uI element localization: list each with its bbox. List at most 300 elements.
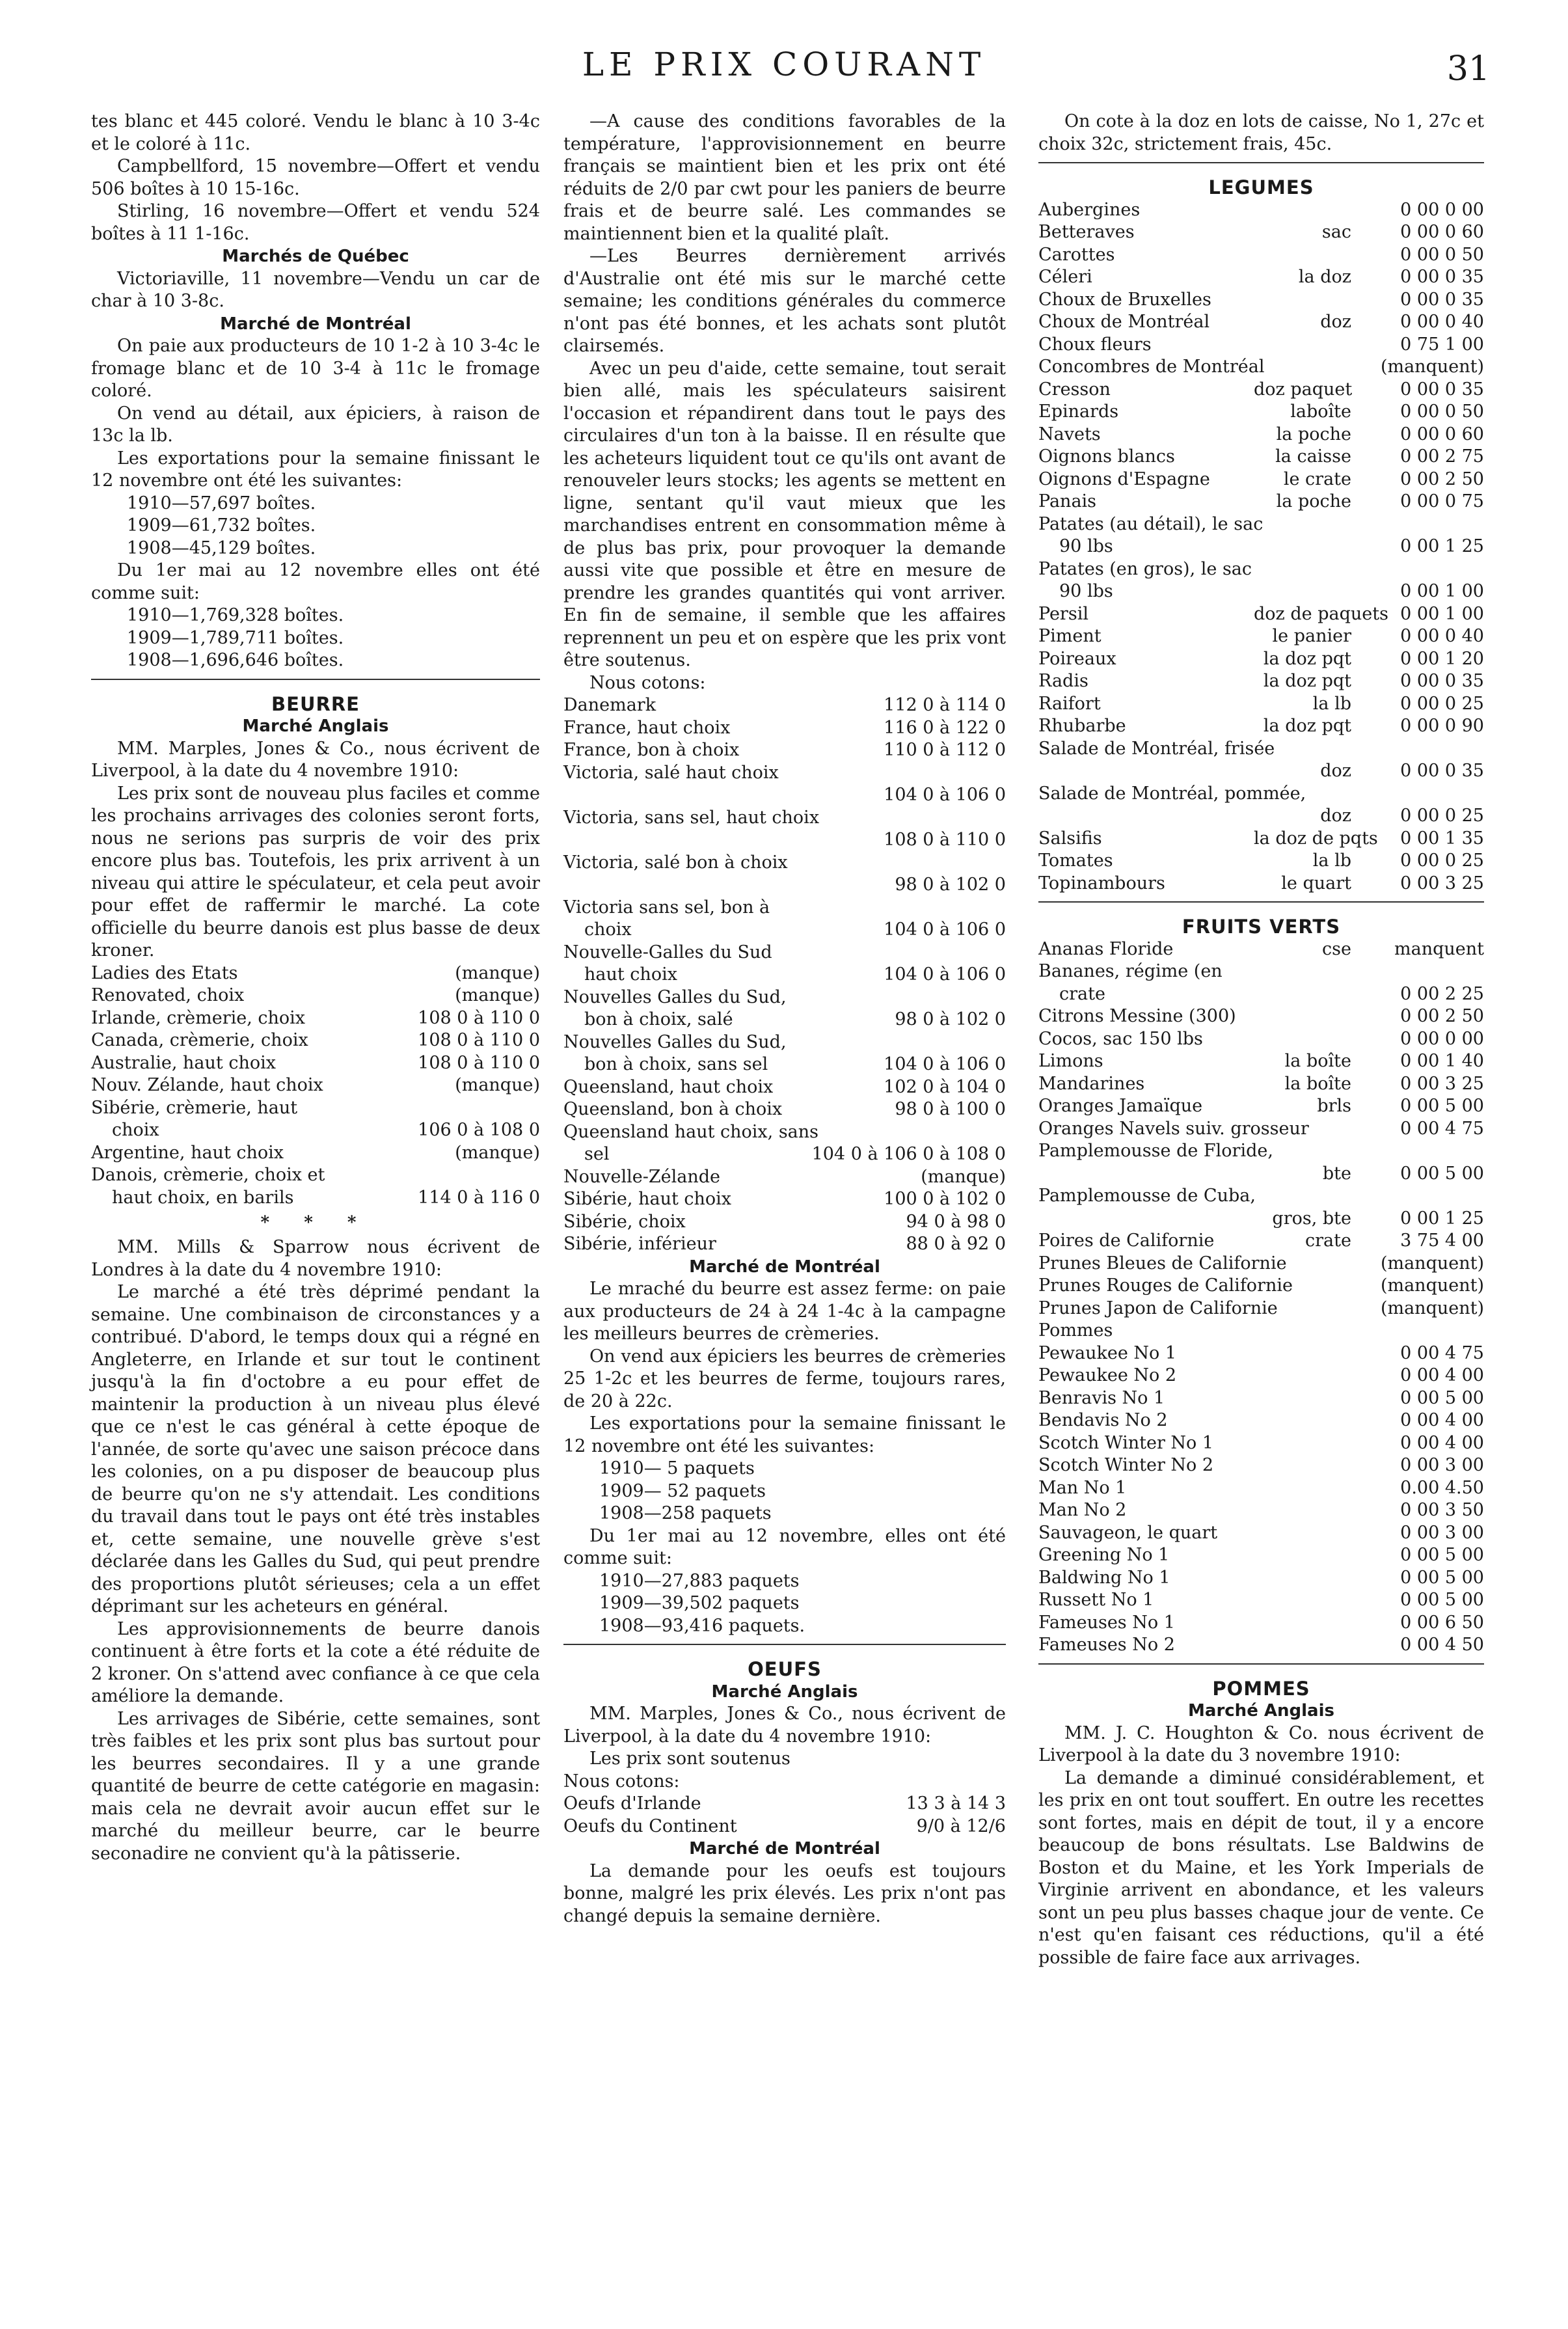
item-price: 0 00 5 00 [1400, 1387, 1484, 1408]
item-unit [1254, 289, 1360, 312]
price-row [1038, 938, 1484, 961]
section-heading: LEGUMES [1208, 176, 1314, 198]
price-row [1038, 1275, 1484, 1298]
price-row [1038, 1567, 1484, 1590]
export-figure: 1910—57,697 boîtes. [127, 493, 316, 513]
item-unit: brls [1317, 1096, 1351, 1116]
item-unit [1254, 1567, 1360, 1590]
item-label: Bananes, régime (en [1038, 961, 1223, 981]
price-list [563, 1793, 1006, 1838]
item-unit [1254, 1365, 1360, 1387]
item-unit: la doz [1298, 267, 1351, 287]
item-label: sel [584, 1144, 610, 1164]
column-2 [563, 111, 1006, 1927]
item-unit: doz [1320, 761, 1351, 781]
item-price: 0 00 4 00 [1400, 1432, 1484, 1453]
paragraph: MM. Marples, Jones & Co., nous écrivent de Liverpool, à la date du 4 novembre 1910: [91, 738, 540, 781]
item-label: Piment [1038, 626, 1102, 646]
price-row [1038, 1050, 1484, 1073]
item-label: Nouvelles Galles du Sud, [563, 987, 787, 1007]
item-unit: sac [1321, 222, 1351, 242]
item-label: Patates (en gros), le sac [1038, 558, 1252, 579]
item-price: 0 00 5 00 [1400, 1096, 1484, 1116]
paragraph: Avec un peu d'aide, cette semaine, tout serait bien allé, mais les spéculateurs saisirent l'occasion et répandirent dans tout le pays des circulaires d'un ton à la baisse. Il en résulte que les acheteurs liquident tout ce qu'ils ont avant de renouveler leurs stocks; les agents se mettent en ligne, sentant qu'il vaut mieux que les marchandises entrent en consommation même à de plus bas prix, pour provoquer la demande aussi vite que possible et être en mesure de prendre les grandes quantités qui vont arriver. En fin de semaine, il semble que les affaires reprennent un peu et on espère que les prix vont être soutenus. [563, 358, 1006, 670]
item-unit [1254, 1005, 1360, 1028]
price-row [1038, 1365, 1484, 1387]
item-price: 102 0 à 104 0 [884, 1076, 1006, 1097]
item-label: Choux de Montréal [1038, 312, 1210, 332]
item-price: 0 00 0 00 [1400, 199, 1484, 220]
export-figure: 1909— 52 paquets [599, 1480, 766, 1501]
price-row [563, 874, 1006, 897]
item-price: 116 0 à 122 0 [884, 717, 1006, 738]
item-unit: la lb [1312, 693, 1351, 714]
item-price: (manque) [455, 962, 540, 983]
item-label: Oranges Navels suiv. grosseur [1038, 1118, 1309, 1139]
item-label: Irlande, crèmerie, choix [91, 1007, 306, 1028]
item-label: Australie, haut choix [91, 1052, 276, 1073]
item-label: Salade de Montréal, frisée [1038, 738, 1275, 759]
item-price: 0 00 0 75 [1400, 491, 1484, 511]
item-label: Scotch Winter No 1 [1038, 1432, 1214, 1453]
price-row [1038, 760, 1484, 783]
item-price: 0 00 1 25 [1400, 1208, 1484, 1229]
item-label: Ladies des Etats [91, 962, 238, 983]
price-row [1038, 1342, 1484, 1365]
section-rule [1038, 162, 1484, 163]
section-heading: BEURRE [271, 692, 360, 715]
item-price: 0 00 0 60 [1400, 222, 1484, 242]
item-label: Man No 2 [1038, 1500, 1127, 1520]
item-unit: la lb [1312, 851, 1351, 871]
item-price: 0 00 1 00 [1400, 603, 1484, 624]
item-label [1038, 1208, 1254, 1231]
price-row [91, 1074, 540, 1097]
item-unit: la boîte [1284, 1051, 1351, 1071]
item-price: (manquent) [1380, 1253, 1484, 1273]
item-price: (manquent) [1380, 1298, 1484, 1318]
price-row [1038, 670, 1484, 693]
item-label: Cocos, sac 150 lbs [1038, 1028, 1203, 1049]
price-row [563, 1121, 1006, 1144]
item-unit: gros, bte [1272, 1208, 1351, 1229]
item-label: Oeufs d'Irlande [563, 1793, 701, 1814]
item-label: Nouv. Zélande, haut choix [91, 1075, 323, 1095]
item-price: 0 00 0 40 [1400, 312, 1484, 332]
item-unit: la doz pqt [1263, 716, 1351, 736]
item-price: 0 00 3 00 [1400, 1455, 1484, 1475]
paragraph: —Les Beurres dernièrement arrivés d'Australie ont été mis sur le marché cette semaine; les conditions générales du commerce n'ont pas été bonnes, et les achats sont plutôt clairsemés. [563, 246, 1006, 356]
price-row [563, 1076, 1006, 1099]
item-price: 0 00 1 20 [1400, 648, 1484, 669]
item-price: 0 00 1 00 [1400, 581, 1484, 601]
item-label: Russett No 1 [1038, 1590, 1154, 1610]
item-label: Limons [1038, 1051, 1103, 1071]
item-label: Choux de Bruxelles [1038, 289, 1211, 310]
price-row [1038, 1432, 1484, 1455]
item-label: Sauvageon, le quart [1038, 1522, 1218, 1543]
item-price: 0 00 0 25 [1400, 806, 1484, 826]
item-price [1372, 1140, 1484, 1163]
item-price: 0 75 1 00 [1400, 334, 1484, 355]
paragraph: MM. Marples, Jones & Co., nous écrivent de Liverpool, à la date du 4 novembre 1910: [563, 1704, 1006, 1747]
item-price: 0 00 2 50 [1400, 469, 1484, 489]
item-label: Patates (au détail), le sac [1038, 513, 1264, 534]
item-price: 104 0 à 106 0 [884, 1054, 1006, 1074]
price-row [1038, 1253, 1484, 1275]
export-figure: 1908—258 paquets [599, 1503, 772, 1523]
item-price: 13 3 à 14 3 [906, 1793, 1006, 1814]
item-price: 0 00 0 35 [1400, 289, 1484, 310]
item-price [1360, 960, 1484, 983]
paragraph: La demande pour les oeufs est toujours bonne, malgré les prix élevés. Les prix n'ont pas changé depuis la semaine dernière. [563, 1860, 1006, 1926]
item-unit [1254, 1320, 1360, 1342]
item-unit [1254, 1387, 1360, 1410]
item-price: 0 00 4 00 [1400, 1410, 1484, 1430]
item-label: Renovated, choix [91, 985, 245, 1005]
item-unit [1254, 1522, 1360, 1545]
item-price [1360, 558, 1484, 581]
item-unit [1254, 244, 1360, 267]
item-label: Baldwing No 1 [1038, 1567, 1170, 1588]
price-row [91, 1029, 540, 1052]
item-label [1038, 1163, 1254, 1186]
export-figure: 1908—1,696,646 boîtes. [127, 650, 344, 670]
item-price: 3 75 4 00 [1400, 1231, 1484, 1251]
paragraph: On paie aux producteurs de 10 1-2 à 10 3-4c le fromage blanc et de 10 3-4 à 11c le fromage coloré. [91, 336, 540, 401]
column-1 [91, 111, 540, 1865]
price-row [1038, 221, 1484, 244]
price-row [1038, 625, 1484, 648]
publication-title: LE PRIX COURANT [582, 46, 986, 83]
price-row [1038, 783, 1484, 806]
item-label: Navets [1038, 424, 1101, 444]
price-row [1038, 1589, 1484, 1612]
export-figure: 1910— 5 paquets [599, 1458, 755, 1478]
item-price: (manquent) [1380, 1275, 1484, 1296]
price-row [1038, 401, 1484, 424]
price-row [1038, 289, 1484, 312]
price-row [1038, 1612, 1484, 1635]
item-label: Sibérie, crèmerie, haut [91, 1097, 298, 1118]
price-row [1038, 715, 1484, 738]
item-unit [1254, 580, 1360, 603]
item-label: Sibérie, inférieur [563, 1234, 716, 1254]
item-label [1038, 760, 1254, 783]
item-unit: doz paquet [1254, 379, 1353, 400]
item-price [1366, 513, 1484, 536]
item-label: Danois, crèmerie, choix et [91, 1165, 325, 1185]
price-row [1038, 960, 1484, 983]
price-row [563, 829, 1006, 852]
item-price: 0.00 4.50 [1400, 1477, 1484, 1498]
item-price: 0 00 4 00 [1400, 1365, 1484, 1385]
item-unit [1254, 1612, 1360, 1635]
item-price: 0 00 0 50 [1400, 402, 1484, 422]
item-price: (manque) [455, 1142, 540, 1163]
price-row [1038, 1320, 1484, 1342]
item-price: 104 0 à 106 0 [884, 919, 1006, 940]
item-price: 9/0 à 12/6 [916, 1816, 1006, 1836]
item-unit [1254, 983, 1360, 1006]
price-row [91, 985, 540, 1007]
item-price: 104 0 à 106 0 [884, 964, 1006, 985]
paragraph: On cote à la doz en lots de caisse, No 1, 27c et choix 32c, strictement frais, 45c. [1038, 111, 1484, 154]
item-unit: la doz de pqts [1254, 828, 1378, 849]
paragraph: Nous cotons: [563, 1771, 680, 1791]
item-label: choix [112, 1120, 159, 1140]
price-row [1038, 356, 1484, 379]
item-price: 0 00 0 35 [1400, 761, 1484, 781]
item-unit [1254, 199, 1360, 222]
item-price [1360, 1320, 1484, 1342]
price-row [1038, 513, 1484, 536]
price-row [1038, 1230, 1484, 1253]
price-row [1038, 491, 1484, 513]
section-rule [563, 1644, 1006, 1645]
price-row [1038, 469, 1484, 491]
item-unit: doz de paquets [1254, 603, 1388, 624]
page-number: 31 [1446, 49, 1490, 89]
price-row [1038, 311, 1484, 334]
item-price: 98 0 à 102 0 [895, 875, 1006, 895]
item-price: 108 0 à 110 0 [418, 1052, 540, 1073]
price-row [563, 1188, 1006, 1211]
item-label: Man No 1 [1038, 1477, 1127, 1498]
item-unit [1265, 356, 1367, 379]
price-row [91, 1164, 540, 1187]
price-row [563, 739, 1006, 762]
item-price: 114 0 à 116 0 [418, 1187, 540, 1208]
item-price: 0 00 0 50 [1400, 244, 1484, 265]
section-subheading: Marchés de Québec [222, 247, 409, 266]
paragraph: Le marché a été très déprimé pendant la semaine. Une combinaison de circonstances y a contribué. D'abord, le temps doux qui a régné en Angleterre, en Irlande et sur tout le continent jusqu'à la fin d'octobre a eu pour effet de maintenir la production à un niveau plus élevé que ce n'est le cas général à cette époque de l'année, de sorte qu'avec une saison précoce dans les colonies, on a pu disposer de beaucoup plus de beurre qu'on ne s'y attendait. Les conditions du travail dans tout le pays ont été très instables et, cette semaine, une nouvelle grève s'est déclarée dans les Galles du Sud, qui peut prendre des proportions plutôt sérieuses; cela a un effet déprimant sur les acheteurs en général. [91, 1282, 540, 1616]
item-label: Queensland, bon à choix [563, 1099, 783, 1119]
item-label: Oeufs du Continent [563, 1816, 737, 1836]
section-subheading: Marché Anglais [242, 716, 389, 736]
item-label: Victoria, sans sel, haut choix [563, 807, 820, 828]
item-label: Greening No 1 [1038, 1545, 1170, 1565]
item-price: 106 0 à 108 0 [418, 1120, 540, 1140]
paragraph: Victoriaville, 11 novembre—Vendu un car de char à 10 3-8c. [91, 268, 540, 311]
price-row [1038, 648, 1484, 671]
item-unit: la poche [1276, 424, 1351, 444]
item-price: 0 00 3 25 [1400, 873, 1484, 893]
item-unit [1273, 1140, 1372, 1163]
item-price: 0 00 0 25 [1400, 851, 1484, 871]
item-price: 88 0 à 92 0 [906, 1234, 1006, 1254]
item-price: 0 00 2 50 [1400, 1006, 1484, 1026]
item-unit: le crate [1283, 469, 1351, 489]
item-price: 0 00 3 25 [1400, 1073, 1484, 1094]
item-label: Sibérie, choix [563, 1211, 686, 1232]
item-price: 0 00 0 35 [1400, 379, 1484, 400]
price-row [563, 807, 1006, 830]
price-row [1038, 580, 1484, 603]
item-label: Salade de Montréal, pommée, [1038, 783, 1306, 804]
item-unit [1306, 783, 1390, 806]
price-row [1038, 446, 1484, 469]
section-rule [1038, 1663, 1484, 1665]
item-label: Choux fleurs [1038, 334, 1152, 355]
price-row [1038, 379, 1484, 402]
item-label: Pamplemousse de Cuba, [1038, 1186, 1256, 1206]
price-row [1038, 1477, 1484, 1500]
item-label: Aubergines [1038, 199, 1141, 220]
item-price: 0 00 0 60 [1400, 424, 1484, 444]
paragraph: Les prix sont soutenus [589, 1749, 791, 1769]
paragraph: Les exportations pour la semaine finissant le 12 novembre ont été les suivantes: [563, 1413, 1006, 1456]
paragraph: MM. J. C. Houghton & Co. nous écrivent de Liverpool à la date du 3 novembre 1910: [1038, 1723, 1484, 1765]
item-price: 104 0 à 106 0 [884, 785, 1006, 805]
item-price: 108 0 à 110 0 [884, 830, 1006, 850]
item-label: bon à choix, salé [584, 1009, 733, 1029]
item-unit [1254, 334, 1360, 357]
section-rule [91, 679, 540, 680]
price-row [1038, 1118, 1484, 1141]
paragraph: Du 1er mai au 12 novembre elles ont été comme suit: [91, 560, 540, 603]
item-unit: doz [1320, 312, 1351, 332]
column-3 [1038, 111, 1484, 1969]
item-label: Betteraves [1038, 222, 1135, 242]
price-row [1038, 693, 1484, 716]
item-label: Radis [1038, 671, 1088, 691]
item-label: choix [584, 919, 632, 940]
item-price: 0 00 0 35 [1400, 671, 1484, 691]
paragraph: On vend au détail, aux épiciers, à raison de 13c la lb. [91, 403, 540, 446]
price-row [1038, 334, 1484, 357]
paragraph: tes blanc et 445 coloré. Vendu le blanc à 10 3-4c et le coloré à 11c. [91, 111, 540, 154]
price-row [1038, 1095, 1484, 1118]
item-price: 112 0 à 114 0 [884, 695, 1006, 715]
item-label: Prunes Japon de Californie [1038, 1298, 1278, 1318]
export-figure: 1909—39,502 paquets [599, 1593, 800, 1613]
price-row [563, 784, 1006, 807]
section-heading: FRUITS VERTS [1182, 916, 1341, 938]
item-label: Pamplemousse de Floride, [1038, 1141, 1273, 1161]
item-price: (manque) [921, 1166, 1006, 1187]
item-price: 108 0 à 110 0 [418, 1007, 540, 1028]
item-label: Victoria, salé bon à choix [563, 852, 788, 873]
item-label [1038, 805, 1254, 828]
price-row [1038, 603, 1484, 626]
item-label: Tomates [1038, 851, 1113, 871]
paragraph: Le mraché du beurre est assez ferme: on paie aux producteurs de 24 à 24 1-4c à la campagne les meilleurs beurres de crèmeries. [563, 1279, 1006, 1344]
item-price: 0 00 3 50 [1400, 1500, 1484, 1520]
section-subheading: Marché de Montréal [689, 1839, 880, 1859]
item-label: Queensland, haut choix [563, 1076, 774, 1097]
item-unit [1254, 960, 1360, 983]
price-list [1038, 938, 1484, 1657]
item-price: 0 00 1 25 [1400, 536, 1484, 556]
item-price: 0 00 0 25 [1400, 693, 1484, 714]
item-label: Concombres de Montréal [1038, 357, 1265, 377]
price-row [91, 1052, 540, 1075]
export-figure: 1910—27,883 paquets [599, 1570, 800, 1591]
price-row [1038, 536, 1484, 558]
item-price: 0 00 5 00 [1400, 1545, 1484, 1565]
price-row [563, 1009, 1006, 1031]
item-label: Panais [1038, 491, 1097, 511]
export-figure: 1908—93,416 paquets. [599, 1615, 805, 1636]
item-label: Pewaukee No 2 [1038, 1365, 1177, 1385]
price-row [563, 1793, 1006, 1816]
item-unit: laboîte [1290, 402, 1351, 422]
item-label: Oranges Jamaïque [1038, 1096, 1203, 1116]
item-unit: doz [1320, 806, 1351, 826]
page-header [0, 39, 1568, 91]
paragraph: Les prix sont de nouveau plus faciles et comme les prochains arrivages des colonies seront forts, nous ne serions pas surpris de voir des prix encore plus bas. Toutefois, les prix arrivent à un niveau qui attire le spéculateur, et cela peut avoir pour effet de raffermir le marché. La cote officielle du beurre danois est plus basse de deux kroner. [91, 783, 540, 960]
item-label: haut choix [584, 964, 677, 985]
price-row [91, 1142, 540, 1165]
price-list [563, 694, 1006, 1256]
paragraph: —A cause des conditions favorables de la température, l'approvisionnement en beurre français se maintient bien et les prix ont été réduits de 2/0 par cwt pour les paniers de beurre frais et de beurre salé. Les commandes se maintiennent bien et la qualité plaît. [563, 111, 1006, 244]
price-row [563, 1816, 1006, 1838]
price-row [1038, 828, 1484, 851]
item-label: Topinambours [1038, 873, 1165, 893]
price-row [563, 852, 1006, 875]
export-figure: 1908—45,129 boîtes. [127, 538, 316, 558]
item-price: 0 00 2 75 [1400, 446, 1484, 467]
price-row [91, 1007, 540, 1030]
price-row [1038, 1522, 1484, 1545]
item-unit [1293, 1275, 1381, 1298]
item-label: Poireaux [1038, 648, 1116, 669]
section-subheading: Marché de Montréal [220, 314, 411, 334]
item-label: Oignons d'Espagne [1038, 469, 1210, 489]
paragraph: On vend aux épiciers les beurres de crèmeries 25 1-2c et les beurres de ferme, toujours rares, de 20 à 22c. [563, 1346, 1006, 1411]
item-price: 0 00 6 50 [1400, 1612, 1484, 1633]
item-price: 0 00 0 35 [1400, 267, 1484, 287]
price-row [1038, 1499, 1484, 1522]
item-price: (manque) [455, 985, 540, 1005]
item-price: 0 00 5 00 [1400, 1590, 1484, 1610]
price-list [1038, 199, 1484, 895]
item-price: 94 0 à 98 0 [906, 1211, 1006, 1232]
item-price: 0 00 4 75 [1400, 1342, 1484, 1363]
price-row [563, 942, 1006, 964]
price-row [563, 717, 1006, 740]
item-label: Benravis No 1 [1038, 1387, 1165, 1408]
item-label: Mandarines [1038, 1073, 1145, 1094]
item-unit: la poche [1276, 491, 1351, 511]
item-price: 110 0 à 112 0 [884, 740, 1006, 760]
item-label: Céleri [1038, 267, 1092, 287]
price-row [563, 694, 1006, 717]
section-heading: OEUFS [748, 1658, 822, 1680]
price-row [563, 919, 1006, 942]
item-unit [1254, 558, 1360, 581]
item-unit [1275, 738, 1372, 761]
price-row [1038, 873, 1484, 895]
price-row [1038, 1163, 1484, 1186]
price-row [1038, 199, 1484, 222]
item-unit: bte [1322, 1163, 1351, 1184]
section-subheading: Marché Anglais [1188, 1701, 1334, 1721]
price-row [1038, 1454, 1484, 1477]
item-price: 104 0 à 106 0 à 108 0 [811, 1144, 1006, 1164]
price-row [1038, 1185, 1484, 1208]
item-price: 0 00 3 00 [1400, 1522, 1484, 1543]
item-label: Persil [1038, 603, 1088, 624]
price-row [1038, 1028, 1484, 1051]
paragraph: Les arrivages de Sibérie, cette semaines, sont très faibles et les prix sont plus bas surtout pour les beurres secondaires. Il y a une grande quantité de beurre de cette catégorie en magasin: mais cela ne devrait avoir aucun effet sur le marché du meilleur beurre, car le beurre seconadire ne convient qu'à la pâtisserie. [91, 1708, 540, 1864]
price-row [1038, 1410, 1484, 1432]
section-rule [1038, 901, 1484, 903]
item-price: (manque) [455, 1075, 540, 1095]
price-row [1038, 850, 1484, 873]
price-row [91, 1187, 540, 1210]
